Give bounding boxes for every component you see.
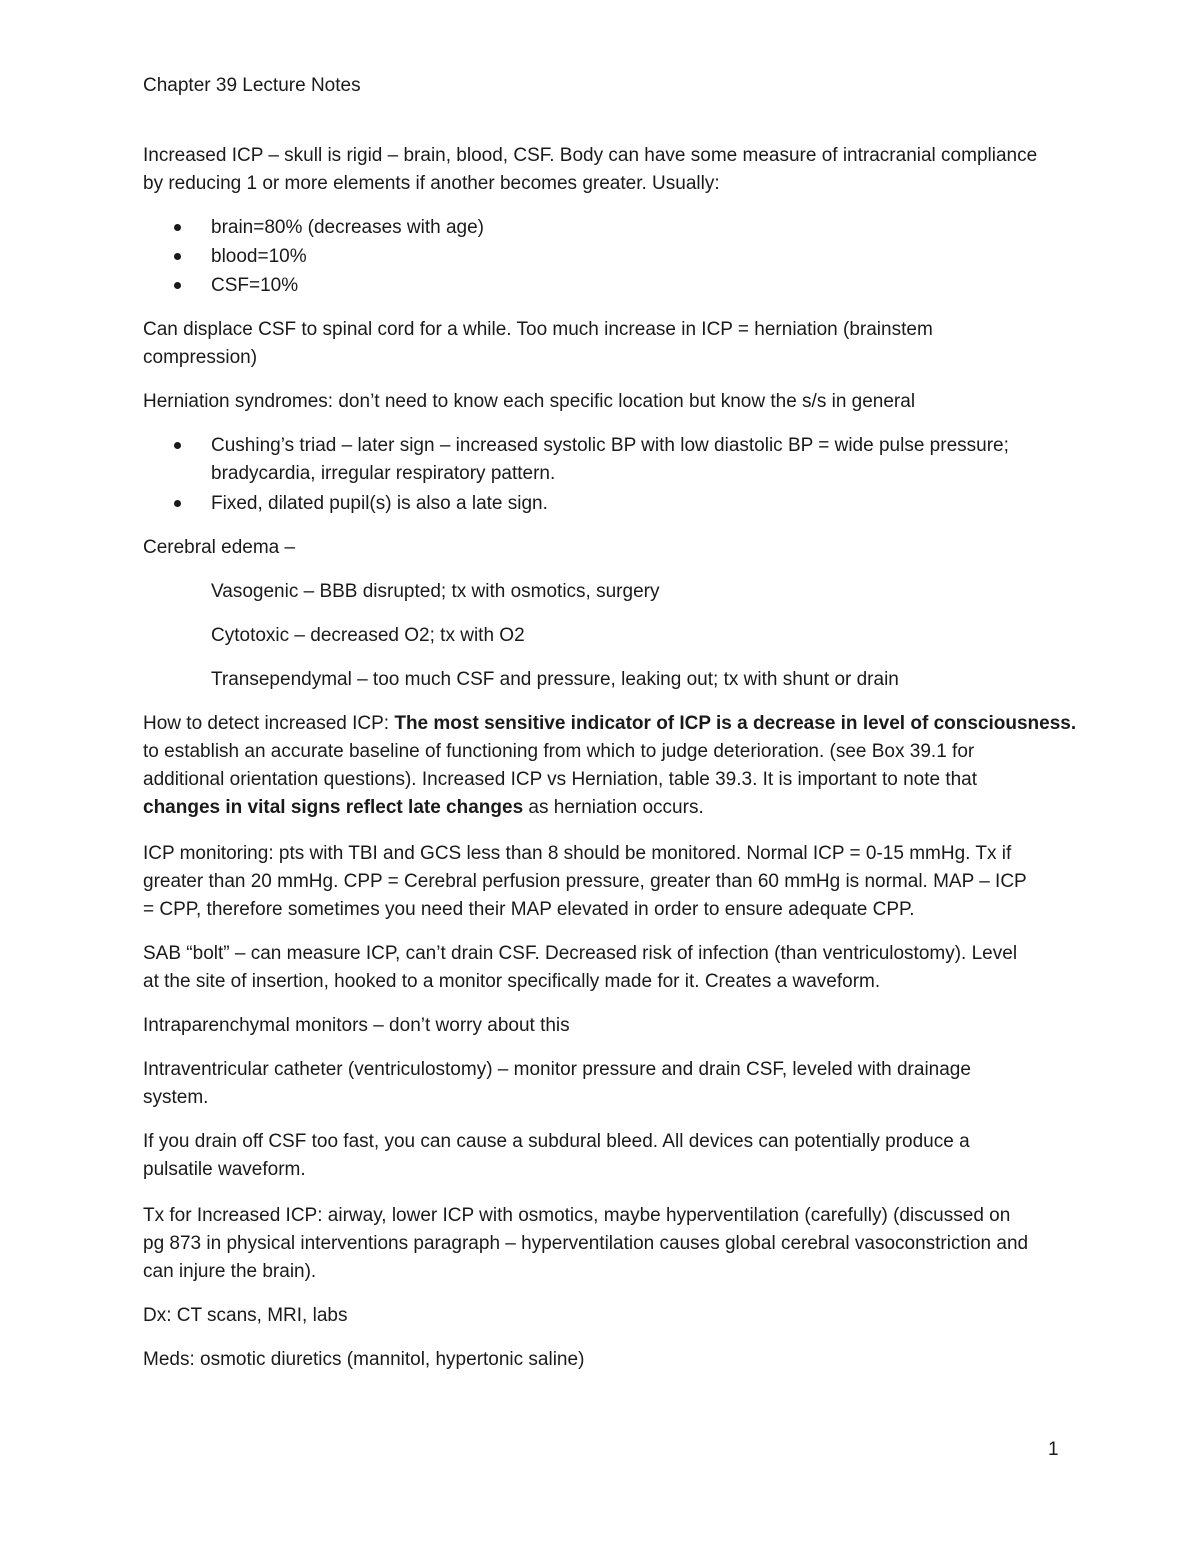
detect-bold-period: . [1070, 713, 1077, 734]
drain-paragraph-line-1: If you drain off CSF too fast, you can cause a subdural bleed. All devices can potentially produce a [143, 1131, 970, 1152]
page-number: 1 [1048, 1439, 1059, 1460]
list-item-csf: CSF=10% [211, 275, 299, 296]
intro-paragraph-line-1: Increased ICP – skull is rigid – brain, blood, CSF. Body can have some measure of intracranial compliance [143, 145, 1038, 166]
displace-paragraph-line-2: compression) [143, 347, 258, 368]
drain-paragraph-line-2: pulsatile waveform. [143, 1159, 306, 1180]
detect-bold-vital-signs: changes in vital signs reflect late changes [143, 797, 524, 818]
detect-bold-statement: The most sensitive indicator of ICP is a decrease in level of consciousness [394, 713, 1071, 734]
list-item-blood: blood=10% [211, 246, 307, 267]
edema-vasogenic: Vasogenic – BBB disrupted; tx with osmotics, surgery [211, 581, 660, 602]
tx-paragraph-line-2: pg 873 in physical interventions paragraph – hyperventilation causes global cerebral vasoconstriction and [143, 1233, 1029, 1254]
detect-paragraph-line-1 [143, 710, 1076, 738]
list-item-cushing-line-2: bradycardia, irregular respiratory pattern. [211, 463, 556, 484]
herniation-heading: Herniation syndromes: don’t need to know each specific location but know the s/s in general [143, 391, 916, 412]
intraparenchymal-paragraph: Intraparenchymal monitors – don’t worry about this [143, 1015, 570, 1036]
sab-paragraph-line-1: SAB “bolt” – can measure ICP, can’t drain CSF. Decreased risk of infection (than ventriculostomy). Level [143, 943, 1018, 964]
detect-prefix: How to detect increased ICP: [143, 713, 395, 734]
bullet-icon [174, 224, 181, 231]
detect-paragraph-line-2: to establish an accurate baseline of functioning from which to judge deterioration. (see Box 39.1 for [143, 741, 975, 762]
intraventricular-paragraph-line-2: system. [143, 1087, 209, 1108]
bullet-icon [174, 500, 181, 507]
list-item-brain: brain=80% (decreases with age) [211, 217, 485, 238]
bullet-icon [174, 282, 181, 289]
intraventricular-paragraph-line-1: Intraventricular catheter (ventriculostomy) – monitor pressure and drain CSF, leveled with drainage [143, 1059, 971, 1080]
sab-paragraph-line-2: at the site of insertion, hooked to a monitor specifically made for it. Creates a waveform. [143, 971, 881, 992]
detect-line-4-rest: as herniation occurs. [523, 797, 704, 818]
tx-paragraph-line-3: can injure the brain). [143, 1261, 317, 1282]
list-item-cushing-line-1: Cushing’s triad – later sign – increased systolic BP with low diastolic BP = wide pulse pressure; [211, 435, 1009, 456]
bullet-icon [174, 253, 181, 260]
detect-paragraph-line-4 [143, 794, 704, 822]
edema-cytotoxic: Cytotoxic – decreased O2; tx with O2 [211, 625, 525, 646]
edema-heading: Cerebral edema – [143, 537, 296, 558]
displace-paragraph-line-1: Can displace CSF to spinal cord for a while. Too much increase in ICP = herniation (brainstem [143, 319, 933, 340]
monitoring-paragraph-line-1: ICP monitoring: pts with TBI and GCS less than 8 should be monitored. Normal ICP = 0-15 mmHg. Tx if [143, 843, 1012, 864]
list-item-pupils: Fixed, dilated pupil(s) is also a late sign. [211, 493, 548, 514]
bullet-icon [174, 442, 181, 449]
document-title: Chapter 39 Lecture Notes [143, 75, 361, 96]
tx-paragraph-line-1: Tx for Increased ICP: airway, lower ICP with osmotics, maybe hyperventilation (carefully) (discussed on [143, 1205, 1011, 1226]
intro-paragraph-line-2: by reducing 1 or more elements if another becomes greater. Usually: [143, 173, 720, 194]
meds-paragraph: Meds: osmotic diuretics (mannitol, hypertonic saline) [143, 1349, 585, 1370]
detect-paragraph-line-3: additional orientation questions). Increased ICP vs Herniation, table 39.3. It is important to note that [143, 769, 978, 790]
edema-transependymal: Transependymal – too much CSF and pressure, leaking out; tx with shunt or drain [211, 669, 899, 690]
monitoring-paragraph-line-3: = CPP, therefore sometimes you need their MAP elevated in order to ensure adequate CPP. [143, 899, 915, 920]
dx-paragraph: Dx: CT scans, MRI, labs [143, 1305, 348, 1326]
monitoring-paragraph-line-2: greater than 20 mmHg. CPP = Cerebral perfusion pressure, greater than 60 mmHg is normal. MAP – ICP [143, 871, 1027, 892]
